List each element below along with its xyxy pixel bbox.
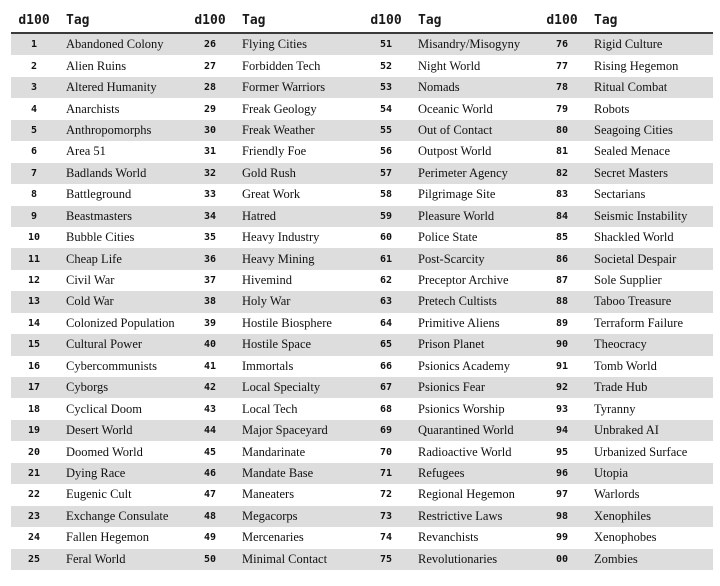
tag-cell: Radioactive World [409,441,539,462]
tag-cell: Cyborgs [57,377,187,398]
tag-cell: Mercenaries [233,527,363,548]
roll-cell: 97 [539,484,585,505]
tag-cell: Holy War [233,291,363,312]
table-row [11,98,713,119]
tag-cell: Post-Scarcity [409,248,539,269]
roll-cell: 84 [539,206,585,227]
roll-cell: 12 [11,270,57,291]
tag-cell: Feral World [57,549,187,570]
tag-cell: Cyclical Doom [57,398,187,419]
roll-cell: 16 [11,356,57,377]
tag-cell: Nomads [409,77,539,98]
tag-cell: Cheap Life [57,248,187,269]
tag-cell: Restrictive Laws [409,506,539,527]
roll-cell: 59 [363,206,409,227]
tag-header: Tag [409,8,539,33]
tag-cell: Utopia [585,463,713,484]
roll-cell: 48 [187,506,233,527]
tag-cell: Freak Geology [233,98,363,119]
table-row [11,55,713,76]
roll-cell: 30 [187,120,233,141]
tag-cell: Former Warriors [233,77,363,98]
roll-cell: 83 [539,184,585,205]
tag-cell: Quarantined World [409,420,539,441]
roll-cell: 39 [187,313,233,334]
roll-cell: 52 [363,55,409,76]
roll-cell: 60 [363,227,409,248]
table-row [11,334,713,355]
roll-cell: 13 [11,291,57,312]
roll-cell: 6 [11,141,57,162]
tag-cell: Hostile Space [233,334,363,355]
tag-cell: Night World [409,55,539,76]
roll-cell: 41 [187,356,233,377]
tag-cell: Great Work [233,184,363,205]
tag-header: Tag [233,8,363,33]
roll-cell: 88 [539,291,585,312]
tag-cell: Revanchists [409,527,539,548]
roll-cell: 24 [11,527,57,548]
roll-cell: 42 [187,377,233,398]
table-row [11,291,713,312]
tag-cell: Trade Hub [585,377,713,398]
roll-cell: 55 [363,120,409,141]
roll-cell: 70 [363,441,409,462]
roll-cell: 57 [363,163,409,184]
table-row [11,248,713,269]
roll-cell: 27 [187,55,233,76]
tag-cell: Civil War [57,270,187,291]
tag-cell: Police State [409,227,539,248]
roll-cell: 69 [363,420,409,441]
roll-cell: 96 [539,463,585,484]
table-row [11,356,713,377]
tag-cell: Misandry/Misogyny [409,33,539,55]
roll-cell: 19 [11,420,57,441]
tag-cell: Gold Rush [233,163,363,184]
tag-cell: Local Specialty [233,377,363,398]
table-row [11,120,713,141]
tag-cell: Rigid Culture [585,33,713,55]
table-row [11,33,713,55]
tag-cell: Desert World [57,420,187,441]
tag-cell: Forbidden Tech [233,55,363,76]
roll-cell: 74 [363,527,409,548]
tag-cell: Fallen Hegemon [57,527,187,548]
tag-cell: Immortals [233,356,363,377]
roll-cell: 11 [11,248,57,269]
tag-cell: Hatred [233,206,363,227]
table-row [11,270,713,291]
roll-cell: 9 [11,206,57,227]
tag-cell: Mandate Base [233,463,363,484]
roll-cell: 45 [187,441,233,462]
tag-cell: Altered Humanity [57,77,187,98]
tag-cell: Dying Race [57,463,187,484]
roll-cell: 86 [539,248,585,269]
roll-cell: 73 [363,506,409,527]
table-body [11,33,713,570]
roll-cell: 68 [363,398,409,419]
tag-cell: Terraform Failure [585,313,713,334]
roll-cell: 00 [539,549,585,570]
roll-cell: 25 [11,549,57,570]
tag-cell: Colonized Population [57,313,187,334]
roll-cell: 22 [11,484,57,505]
roll-cell: 53 [363,77,409,98]
tag-cell: Badlands World [57,163,187,184]
roll-cell: 78 [539,77,585,98]
tag-cell: Cold War [57,291,187,312]
tag-cell: Revolutionaries [409,549,539,570]
roll-cell: 28 [187,77,233,98]
roll-cell: 94 [539,420,585,441]
roll-cell: 44 [187,420,233,441]
roll-cell: 46 [187,463,233,484]
table-row [11,141,713,162]
tag-cell: Xenophiles [585,506,713,527]
roll-cell: 31 [187,141,233,162]
tag-cell: Pretech Cultists [409,291,539,312]
table-row [11,549,713,570]
tag-cell: Major Spaceyard [233,420,363,441]
tag-cell: Unbraked AI [585,420,713,441]
roll-cell: 56 [363,141,409,162]
roll-cell: 29 [187,98,233,119]
tag-cell: Theocracy [585,334,713,355]
tag-cell: Tyranny [585,398,713,419]
tag-cell: Maneaters [233,484,363,505]
roll-cell: 35 [187,227,233,248]
roll-cell: 50 [187,549,233,570]
tag-cell: Seismic Instability [585,206,713,227]
tag-cell: Area 51 [57,141,187,162]
roll-cell: 64 [363,313,409,334]
tag-cell: Psionics Academy [409,356,539,377]
tag-cell: Exchange Consulate [57,506,187,527]
d100-header: d100 [539,8,585,33]
tag-cell: Doomed World [57,441,187,462]
roll-cell: 99 [539,527,585,548]
roll-cell: 85 [539,227,585,248]
roll-cell: 36 [187,248,233,269]
tag-cell: Perimeter Agency [409,163,539,184]
roll-cell: 98 [539,506,585,527]
roll-cell: 89 [539,313,585,334]
roll-cell: 95 [539,441,585,462]
roll-cell: 87 [539,270,585,291]
tag-header: Tag [585,8,713,33]
roll-cell: 4 [11,98,57,119]
table-row [11,527,713,548]
roll-cell: 32 [187,163,233,184]
roll-cell: 90 [539,334,585,355]
tag-cell: Refugees [409,463,539,484]
tag-cell: Oceanic World [409,98,539,119]
tag-cell: Hivemind [233,270,363,291]
table-row [11,184,713,205]
roll-cell: 91 [539,356,585,377]
roll-cell: 8 [11,184,57,205]
tag-cell: Rising Hegemon [585,55,713,76]
d100-header: d100 [11,8,57,33]
tag-cell: Friendly Foe [233,141,363,162]
roll-cell: 71 [363,463,409,484]
tag-cell: Warlords [585,484,713,505]
tag-cell: Ritual Combat [585,77,713,98]
tag-cell: Heavy Industry [233,227,363,248]
tag-cell: Zombies [585,549,713,570]
tag-cell: Robots [585,98,713,119]
tag-cell: Xenophobes [585,527,713,548]
roll-cell: 5 [11,120,57,141]
roll-cell: 14 [11,313,57,334]
world-tags-table [11,8,713,570]
tag-cell: Secret Masters [585,163,713,184]
table-row [11,227,713,248]
roll-cell: 21 [11,463,57,484]
tag-cell: Freak Weather [233,120,363,141]
roll-cell: 40 [187,334,233,355]
roll-cell: 58 [363,184,409,205]
tag-cell: Taboo Treasure [585,291,713,312]
tag-cell: Local Tech [233,398,363,419]
roll-cell: 23 [11,506,57,527]
roll-cell: 20 [11,441,57,462]
roll-cell: 1 [11,33,57,55]
table-row [11,463,713,484]
tag-cell: Eugenic Cult [57,484,187,505]
tag-cell: Battleground [57,184,187,205]
tag-cell: Out of Contact [409,120,539,141]
roll-cell: 2 [11,55,57,76]
tag-cell: Pleasure World [409,206,539,227]
tag-header: Tag [57,8,187,33]
roll-cell: 38 [187,291,233,312]
roll-cell: 76 [539,33,585,55]
roll-cell: 3 [11,77,57,98]
tag-cell: Beastmasters [57,206,187,227]
tag-cell: Outpost World [409,141,539,162]
roll-cell: 63 [363,291,409,312]
tag-cell: Abandoned Colony [57,33,187,55]
roll-cell: 93 [539,398,585,419]
table-row [11,398,713,419]
d100-header: d100 [363,8,409,33]
tag-cell: Urbanized Surface [585,441,713,462]
tag-cell: Tomb World [585,356,713,377]
roll-cell: 81 [539,141,585,162]
tag-cell: Sole Supplier [585,270,713,291]
table-row [11,506,713,527]
tag-cell: Bubble Cities [57,227,187,248]
roll-cell: 49 [187,527,233,548]
tag-cell: Cultural Power [57,334,187,355]
roll-cell: 66 [363,356,409,377]
roll-cell: 18 [11,398,57,419]
roll-cell: 26 [187,33,233,55]
table-row [11,77,713,98]
tag-cell: Psionics Worship [409,398,539,419]
tag-cell: Hostile Biosphere [233,313,363,334]
d100-header: d100 [187,8,233,33]
tag-cell: Mandarinate [233,441,363,462]
tag-cell: Regional Hegemon [409,484,539,505]
roll-cell: 92 [539,377,585,398]
roll-cell: 72 [363,484,409,505]
tag-cell: Flying Cities [233,33,363,55]
roll-cell: 65 [363,334,409,355]
roll-cell: 34 [187,206,233,227]
table-row [11,313,713,334]
roll-cell: 75 [363,549,409,570]
tag-cell: Primitive Aliens [409,313,539,334]
table-row [11,484,713,505]
tag-cell: Shackled World [585,227,713,248]
roll-cell: 54 [363,98,409,119]
roll-cell: 33 [187,184,233,205]
roll-cell: 80 [539,120,585,141]
roll-cell: 43 [187,398,233,419]
header-row [11,8,713,33]
tag-cell: Anthropomorphs [57,120,187,141]
roll-cell: 62 [363,270,409,291]
tag-cell: Preceptor Archive [409,270,539,291]
tag-cell: Minimal Contact [233,549,363,570]
roll-cell: 77 [539,55,585,76]
roll-cell: 82 [539,163,585,184]
roll-cell: 47 [187,484,233,505]
tag-cell: Megacorps [233,506,363,527]
tag-cell: Societal Despair [585,248,713,269]
roll-cell: 79 [539,98,585,119]
tag-cell: Psionics Fear [409,377,539,398]
tag-cell: Sectarians [585,184,713,205]
tag-cell: Pilgrimage Site [409,184,539,205]
tag-cell: Anarchists [57,98,187,119]
roll-cell: 37 [187,270,233,291]
table-row [11,163,713,184]
roll-cell: 67 [363,377,409,398]
roll-cell: 10 [11,227,57,248]
tag-cell: Sealed Menace [585,141,713,162]
table-row [11,206,713,227]
tag-cell: Alien Ruins [57,55,187,76]
tag-cell: Cybercommunists [57,356,187,377]
tag-cell: Seagoing Cities [585,120,713,141]
roll-cell: 61 [363,248,409,269]
roll-cell: 17 [11,377,57,398]
table-row [11,441,713,462]
tag-cell: Heavy Mining [233,248,363,269]
roll-cell: 15 [11,334,57,355]
tag-cell: Prison Planet [409,334,539,355]
table-row [11,377,713,398]
roll-cell: 7 [11,163,57,184]
table-row [11,420,713,441]
roll-cell: 51 [363,33,409,55]
